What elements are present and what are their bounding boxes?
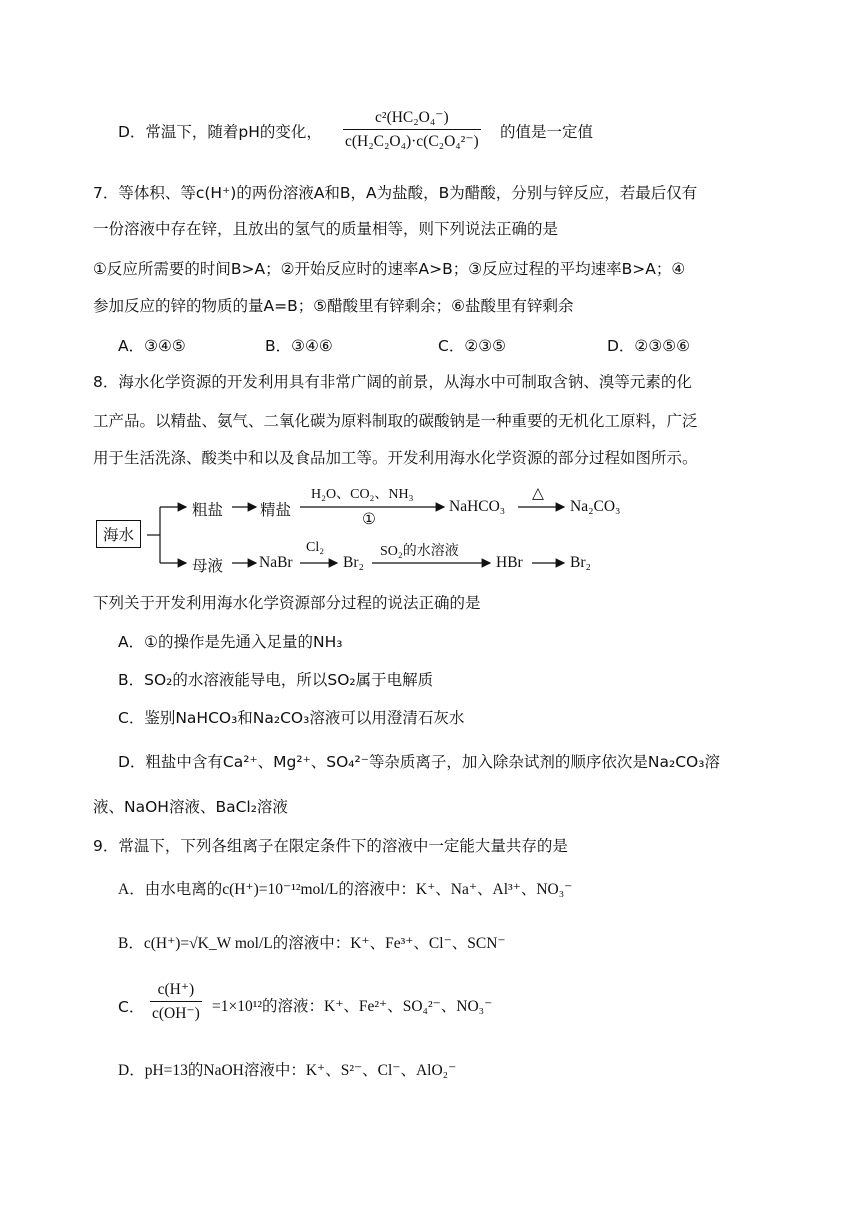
diagram-crude-salt: 粗盐 bbox=[192, 502, 224, 519]
diagram-arrows bbox=[0, 0, 860, 600]
q7-option-a: A．③④⑤ bbox=[118, 337, 186, 355]
q6-option-d-label: D．常温下，随着pH的变化， bbox=[118, 123, 322, 141]
diagram-heat-symbol: △ bbox=[532, 485, 544, 502]
q9-option-c-tail: =1×10¹²的溶液：K⁺、Fe²⁺、SO₄²⁻、NO₃⁻ bbox=[212, 998, 493, 1015]
q6-fraction-denominator: c(H₂C₂O₄)·c(C₂O₄²⁻) bbox=[345, 133, 479, 150]
q7-stem-line2: 一份溶液中存在锌，且放出的氢气的质量相等，则下列说法正确的是 bbox=[93, 220, 559, 238]
diagram-source-seawater: 海水 bbox=[96, 520, 141, 548]
q7-option-d: D．②③⑤⑥ bbox=[607, 337, 691, 355]
diagram-cl2: Cl₂ bbox=[306, 540, 325, 555]
q7-option-b: B．③④⑥ bbox=[265, 337, 333, 355]
q8-option-b: B．SO₂的水溶液能导电，所以SO₂属于电解质 bbox=[118, 671, 434, 689]
q8-stem-line2: 工产品。以精盐、氨气、二氧化碳为原料制取的碳酸钠是一种重要的无机化工原料，广泛 bbox=[93, 412, 698, 430]
q9-option-b: B．c(H⁺)=√K_W mol/L的溶液中：K⁺、Fe³⁺、Cl⁻、SCN⁻ bbox=[118, 935, 506, 952]
q7-option-c: C．②③⑤ bbox=[438, 337, 507, 355]
diagram-nabr: NaBr bbox=[259, 554, 293, 571]
q9-option-c-label: C． bbox=[118, 998, 145, 1016]
q7-stem-line4: 参加反应的锌的物质的量A=B；⑤醋酸里有锌剩余；⑥盐酸里有锌剩余 bbox=[93, 297, 574, 315]
q9-question-stem: 9．常温下，下列各组离子在限定条件下的溶液中一定能大量共存的是 bbox=[93, 837, 568, 855]
diagram-refined-salt: 精盐 bbox=[260, 502, 292, 519]
q8-option-d-line2: 液、NaOH溶液、BaCl₂溶液 bbox=[93, 798, 288, 816]
q9-option-d: D．pH=13的NaOH溶液中：K⁺、S²⁻、Cl⁻、AlO₂⁻ bbox=[118, 1062, 457, 1079]
q8-option-c: C．鉴别NaHCO₃和Na₂CO₃溶液可以用澄清石灰水 bbox=[118, 709, 465, 727]
q7-stem-line3: ①反应所需要的时间B>A；②开始反应时的速率A>B；③反应过程的平均速率B>A；④ bbox=[93, 260, 686, 278]
q8-option-a: A．①的操作是先通入足量的NH₃ bbox=[118, 633, 343, 651]
q9-c-denominator: c(OH⁻) bbox=[152, 1005, 200, 1022]
diagram-br2-final: Br₂ bbox=[570, 554, 591, 571]
q8-question-stem: 下列关于开发利用海水化学资源部分过程的说法正确的是 bbox=[93, 594, 481, 612]
q9-c-numerator: c(H⁺) bbox=[157, 981, 195, 998]
diagram-hbr: HBr bbox=[496, 554, 523, 571]
q6-fraction-numerator: c²(HC₂O₄⁻) bbox=[375, 109, 449, 126]
q9-option-a: A．由水电离的c(H⁺)=10⁻¹²mol/L的溶液中：K⁺、Na⁺、Al³⁺、NO₃⁻ bbox=[118, 881, 573, 898]
q6-option-d-tail: 的值是一定值 bbox=[500, 123, 594, 141]
diagram-so2-solution: SO₂的水溶液 bbox=[380, 544, 459, 559]
diagram-nahco3: NaHCO₃ bbox=[449, 498, 506, 515]
diagram-na2co3: Na₂CO₃ bbox=[570, 498, 621, 515]
q9-option-c-fraction bbox=[150, 980, 202, 1023]
diagram-step-number: ① bbox=[362, 511, 376, 528]
q8-option-d-line1: D．粗盐中含有Ca²⁺、Mg²⁺、SO₄²⁻等杂质离子，加入除杂试剂的顺序依次是Na₂CO₃溶 bbox=[118, 753, 720, 771]
q7-stem-line1: 7．等体积、等c(H⁺)的两份溶液A和B，A为盐酸，B为醋酸，分别与锌反应，若最后仅有 bbox=[93, 184, 698, 202]
diagram-reagents-step1: H₂O、CO₂、NH₃ bbox=[311, 487, 414, 502]
diagram-br2-intermediate: Br₂ bbox=[343, 554, 364, 571]
q8-stem-line1: 8．海水化学资源的开发利用具有非常广阔的前景，从海水中可制取含钠、溴等元素的化 bbox=[93, 373, 692, 391]
q8-stem-line3: 用于生活洗涤、酸类中和以及食品加工等。开发利用海水化学资源的部分过程如图所示。 bbox=[93, 449, 698, 467]
diagram-mother-liquor: 母液 bbox=[192, 558, 224, 575]
